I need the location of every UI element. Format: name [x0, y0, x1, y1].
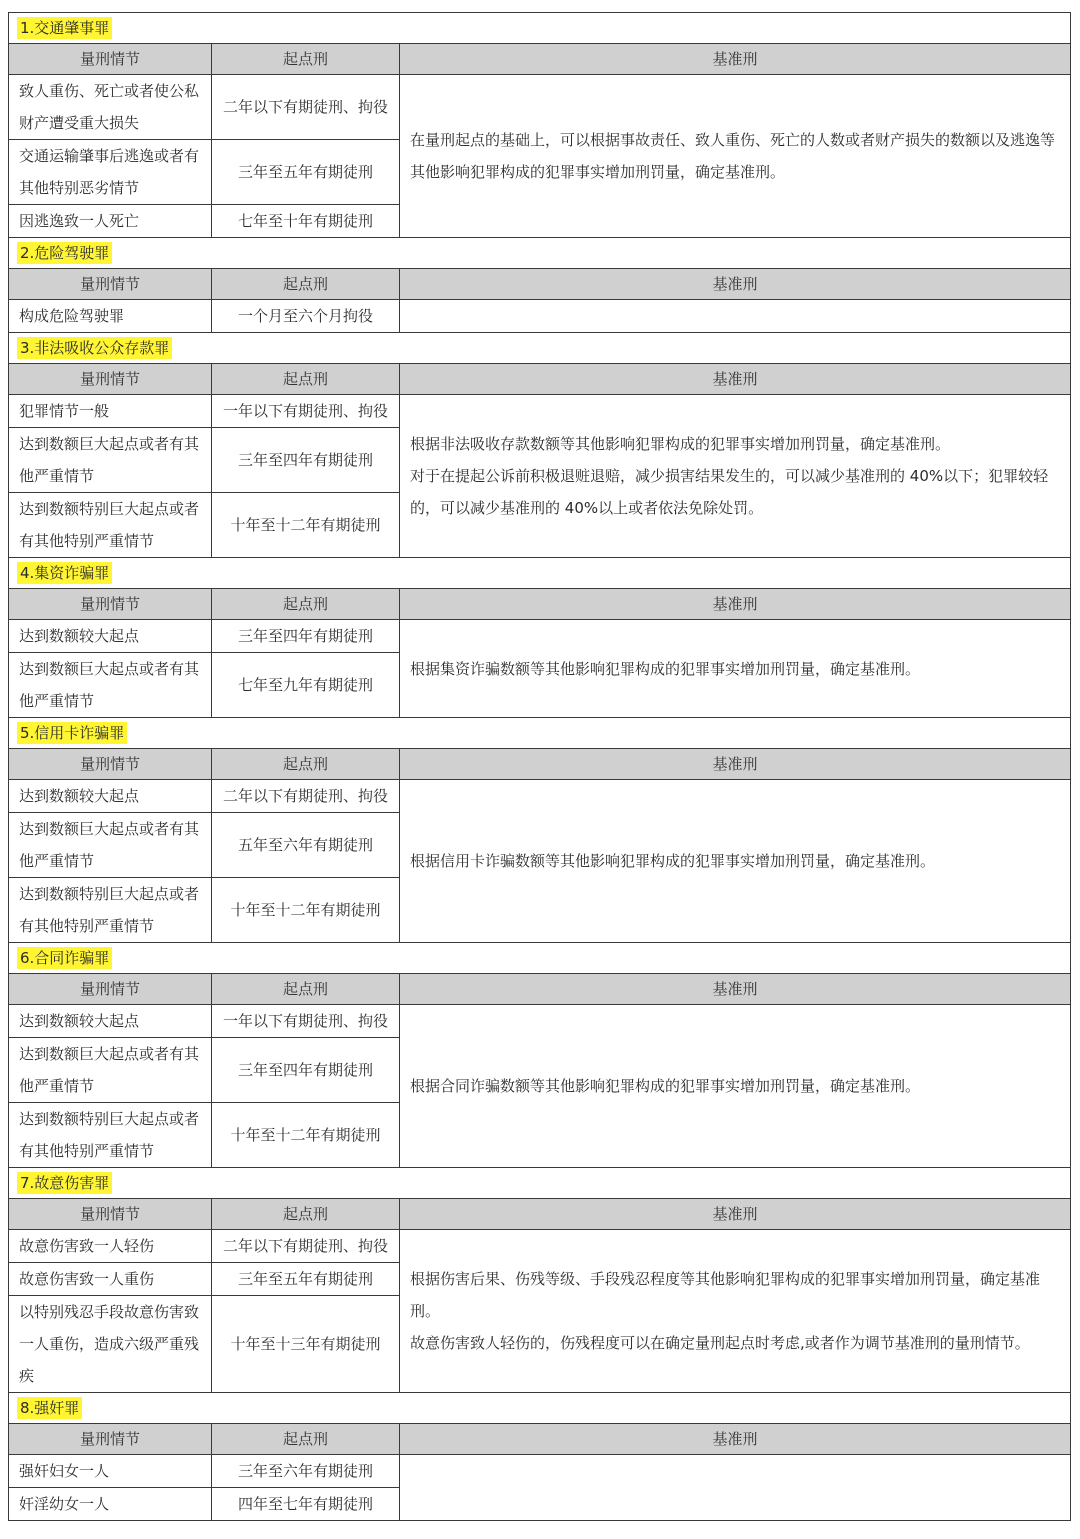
header-situation: 量刑情节 [9, 44, 212, 75]
situation-cell: 故意伤害致一人轻伤 [9, 1230, 212, 1263]
start-penalty-cell: 三年至四年有期徒刑 [212, 620, 400, 653]
benchmark-cell [400, 1230, 1071, 1393]
section-title-row [9, 1393, 1071, 1424]
benchmark-cell [400, 1005, 1071, 1168]
situation-cell: 强奸妇女一人 [9, 1455, 212, 1488]
section-title: 2.危险驾驶罪 [17, 242, 112, 264]
header-situation: 量刑情节 [9, 589, 212, 620]
header-start: 起点刑 [212, 974, 400, 1005]
section-title: 8.强奸罪 [17, 1397, 82, 1419]
section-title-cell [9, 558, 1071, 589]
header-situation: 量刑情节 [9, 1424, 212, 1455]
situation-cell: 达到数额特别巨大起点或者有其他特别严重情节 [9, 493, 212, 558]
start-penalty-cell: 七年至九年有期徒刑 [212, 653, 400, 718]
start-penalty-cell: 十年至十三年有期徒刑 [212, 1296, 400, 1393]
situation-cell: 达到数额巨大起点或者有其他严重情节 [9, 813, 212, 878]
header-benchmark: 基准刑 [400, 974, 1071, 1005]
header-benchmark: 基准刑 [400, 749, 1071, 780]
start-penalty-cell: 一个月至六个月拘役 [212, 300, 400, 333]
situation-cell: 因逃逸致一人死亡 [9, 205, 212, 238]
header-situation: 量刑情节 [9, 269, 212, 300]
header-start: 起点刑 [212, 44, 400, 75]
situation-cell: 构成危险驾驶罪 [9, 300, 212, 333]
section-title-row [9, 1168, 1071, 1199]
table-row [9, 395, 1071, 428]
column-header-row [9, 974, 1071, 1005]
start-penalty-cell: 一年以下有期徒刑、拘役 [212, 395, 400, 428]
benchmark-paragraph: 根据伤害后果、伤残等级、手段残忍程度等其他影响犯罪构成的犯罪事实增加刑罚量，确定基准刑。 [410, 1270, 1041, 1320]
section-title-cell [9, 718, 1071, 749]
section-title-cell [9, 13, 1071, 44]
start-penalty-cell: 五年至六年有期徒刑 [212, 813, 400, 878]
situation-cell: 犯罪情节一般 [9, 395, 212, 428]
situation-cell: 达到数额特别巨大起点或者有其他特别严重情节 [9, 1103, 212, 1168]
start-penalty-cell: 十年至十二年有期徒刑 [212, 1103, 400, 1168]
table-body [9, 13, 1071, 1521]
header-start: 起点刑 [212, 1424, 400, 1455]
column-header-row [9, 364, 1071, 395]
header-situation: 量刑情节 [9, 1199, 212, 1230]
sentencing-table-sheet [8, 12, 1070, 1521]
benchmark-paragraph: 根据信用卡诈骗数额等其他影响犯罪构成的犯罪事实增加刑罚量，确定基准刑。 [410, 852, 936, 870]
header-situation: 量刑情节 [9, 974, 212, 1005]
situation-cell: 达到数额较大起点 [9, 780, 212, 813]
column-header-row [9, 1199, 1071, 1230]
header-benchmark: 基准刑 [400, 1199, 1071, 1230]
situation-cell: 交通运输肇事后逃逸或者有其他特别恶劣情节 [9, 140, 212, 205]
header-situation: 量刑情节 [9, 749, 212, 780]
header-start: 起点刑 [212, 589, 400, 620]
benchmark-paragraph: 根据非法吸收存款数额等其他影响犯罪构成的犯罪事实增加刑罚量，确定基准刑。 [410, 435, 951, 453]
table-row [9, 75, 1071, 140]
benchmark-cell [400, 620, 1071, 718]
benchmark-cell [400, 300, 1071, 333]
column-header-row [9, 589, 1071, 620]
benchmark-cell [400, 780, 1071, 943]
start-penalty-cell: 七年至十年有期徒刑 [212, 205, 400, 238]
situation-cell: 达到数额较大起点 [9, 1005, 212, 1038]
header-start: 起点刑 [212, 269, 400, 300]
section-title-row [9, 238, 1071, 269]
header-benchmark: 基准刑 [400, 364, 1071, 395]
header-start: 起点刑 [212, 364, 400, 395]
header-benchmark: 基准刑 [400, 1424, 1071, 1455]
start-penalty-cell: 一年以下有期徒刑、拘役 [212, 1005, 400, 1038]
table-row [9, 620, 1071, 653]
benchmark-cell [400, 75, 1071, 238]
header-benchmark: 基准刑 [400, 589, 1071, 620]
start-penalty-cell: 十年至十二年有期徒刑 [212, 493, 400, 558]
start-penalty-cell: 二年以下有期徒刑、拘役 [212, 75, 400, 140]
situation-cell: 致人重伤、死亡或者使公私财产遭受重大损失 [9, 75, 212, 140]
start-penalty-cell: 三年至五年有期徒刑 [212, 1263, 400, 1296]
section-title: 7.故意伤害罪 [17, 1172, 112, 1194]
situation-cell: 故意伤害致一人重伤 [9, 1263, 212, 1296]
situation-cell: 以特别残忍手段故意伤害致一人重伤，造成六级严重残疾 [9, 1296, 212, 1393]
header-start: 起点刑 [212, 1199, 400, 1230]
section-title-row [9, 718, 1071, 749]
table-row [9, 1005, 1071, 1038]
situation-cell: 达到数额巨大起点或者有其他严重情节 [9, 428, 212, 493]
benchmark-cell [400, 1455, 1071, 1521]
start-penalty-cell: 三年至四年有期徒刑 [212, 428, 400, 493]
start-penalty-cell: 四年至七年有期徒刑 [212, 1488, 400, 1521]
benchmark-paragraph: 根据集资诈骗数额等其他影响犯罪构成的犯罪事实增加刑罚量，确定基准刑。 [410, 659, 921, 678]
section-title-row [9, 333, 1071, 364]
table-row [9, 780, 1071, 813]
section-title-row [9, 13, 1071, 44]
start-penalty-cell: 三年至四年有期徒刑 [212, 1038, 400, 1103]
section-title-row [9, 558, 1071, 589]
section-title-cell [9, 1168, 1071, 1199]
column-header-row [9, 749, 1071, 780]
section-title-cell [9, 1393, 1071, 1424]
situation-cell: 达到数额较大起点 [9, 620, 212, 653]
section-title: 5.信用卡诈骗罪 [17, 722, 127, 744]
column-header-row [9, 269, 1071, 300]
situation-cell: 达到数额巨大起点或者有其他严重情节 [9, 1038, 212, 1103]
section-title-cell [9, 943, 1071, 974]
section-title: 6.合同诈骗罪 [17, 947, 112, 969]
column-header-row [9, 44, 1071, 75]
benchmark-paragraph: 根据合同诈骗数额等其他影响犯罪构成的犯罪事实增加刑罚量，确定基准刑。 [410, 1077, 921, 1095]
benchmark-paragraph: 故意伤害致人轻伤的，伤残程度可以在确定量刑起点时考虑,或者作为调节基准刑的量刑情节。 [410, 1334, 1030, 1352]
start-penalty-cell: 十年至十二年有期徒刑 [212, 878, 400, 943]
table-row [9, 1455, 1071, 1488]
start-penalty-cell: 二年以下有期徒刑、拘役 [212, 780, 400, 813]
section-title-row [9, 943, 1071, 974]
situation-cell: 达到数额巨大起点或者有其他严重情节 [9, 653, 212, 718]
table-row [9, 300, 1071, 333]
start-penalty-cell: 二年以下有期徒刑、拘役 [212, 1230, 400, 1263]
table-row [9, 1230, 1071, 1263]
column-header-row [9, 1424, 1071, 1455]
header-benchmark: 基准刑 [400, 44, 1071, 75]
section-title: 3.非法吸收公众存款罪 [17, 337, 172, 359]
situation-cell: 达到数额特别巨大起点或者有其他特别严重情节 [9, 878, 212, 943]
sentencing-table [8, 12, 1071, 1521]
section-title-cell [9, 238, 1071, 269]
section-title: 1.交通肇事罪 [17, 17, 112, 39]
benchmark-cell [400, 395, 1071, 558]
start-penalty-cell: 三年至五年有期徒刑 [212, 140, 400, 205]
benchmark-paragraph: 对于在提起公诉前积极退赃退赔，减少损害结果发生的，可以减少基准刑的 40%以下；犯罪较轻的，可以减少基准刑的 40%以上或者依法免除处罚。 [410, 467, 1049, 517]
header-benchmark: 基准刑 [400, 269, 1071, 300]
header-start: 起点刑 [212, 749, 400, 780]
benchmark-paragraph: 在量刑起点的基础上，可以根据事故责任、致人重伤、死亡的人数或者财产损失的数额以及逃逸等其他影响犯罪构成的犯罪事实增加刑罚量，确定基准刑。 [410, 131, 1056, 181]
situation-cell: 奸淫幼女一人 [9, 1488, 212, 1521]
start-penalty-cell: 三年至六年有期徒刑 [212, 1455, 400, 1488]
section-title: 4.集资诈骗罪 [17, 562, 112, 584]
section-title-cell [9, 333, 1071, 364]
header-situation: 量刑情节 [9, 364, 212, 395]
